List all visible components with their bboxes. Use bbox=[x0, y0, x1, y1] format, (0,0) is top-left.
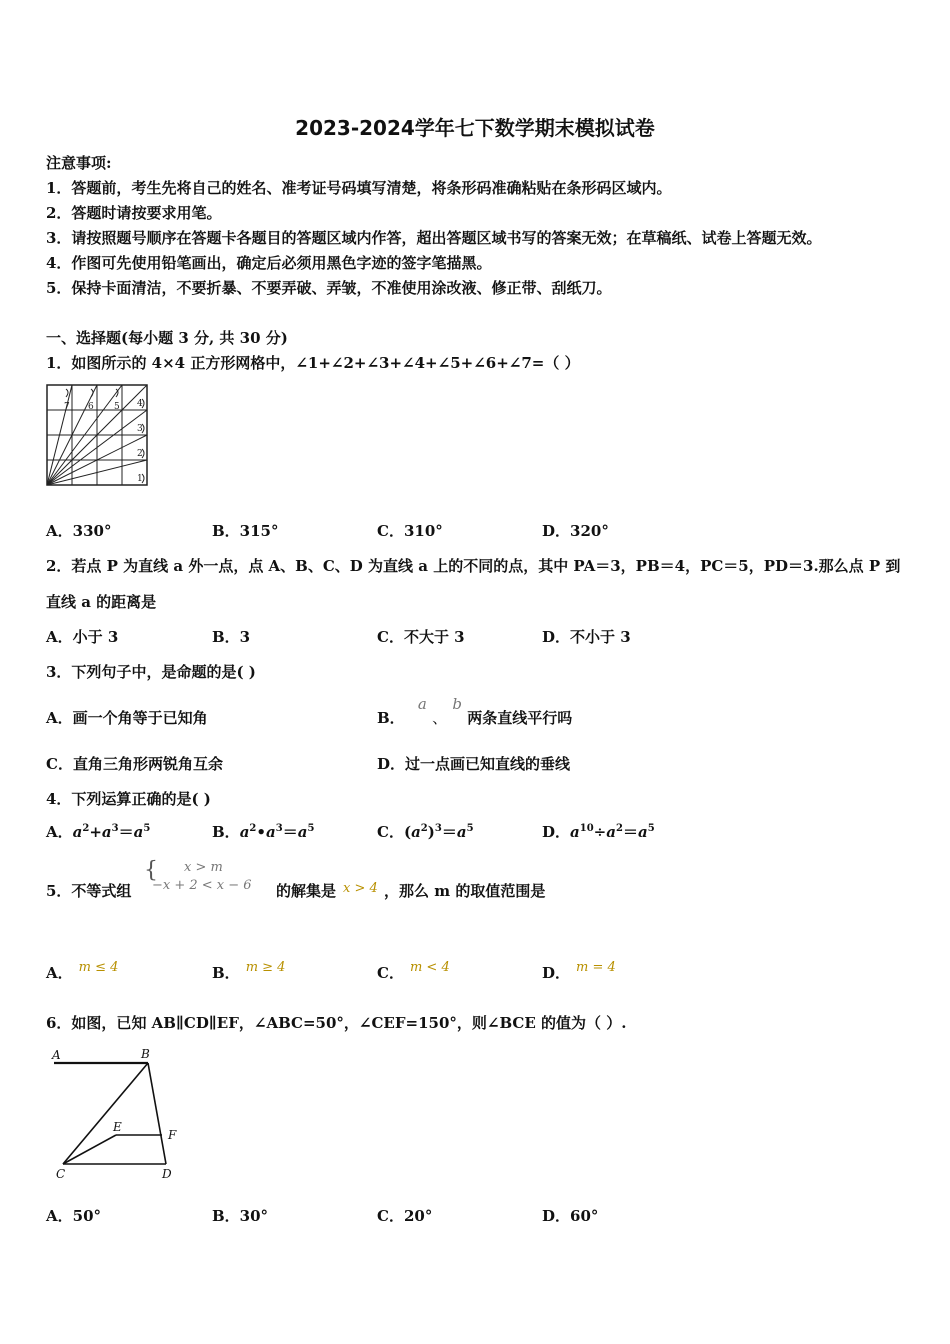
question-5-prefix: 5．不等式组 bbox=[46, 882, 132, 900]
notice-item-3: 3．请按照题号顺序在答题卡各题目的答题区域内作答，超出答题区域书写的答案无效；在草稿纸、试卷上答题无效。 bbox=[46, 229, 822, 247]
q6-option-d[interactable]: D．60° bbox=[542, 1207, 599, 1225]
q3-var-b: b bbox=[452, 695, 462, 713]
angle-label-1: 1 bbox=[137, 474, 143, 484]
q5-option-b[interactable] bbox=[212, 962, 285, 983]
point-b-label: B bbox=[141, 1047, 150, 1061]
q3-option-d[interactable]: D．过一点画已知直线的垂线 bbox=[377, 755, 571, 773]
notice-item-1: 1．答题前，考生先将自己的姓名、准考证号码填写清楚，将条形码准确粘贴在条形码区域内。 bbox=[46, 179, 672, 197]
q4-option-a[interactable]: A．$a^2+a^3=a^5$ bbox=[46, 823, 151, 841]
q1-option-d[interactable]: D．320° bbox=[542, 522, 609, 540]
q6-option-a[interactable]: A．50° bbox=[46, 1207, 102, 1225]
q5-option-d[interactable] bbox=[542, 962, 616, 983]
q2-option-c[interactable]: C．不大于 3 bbox=[377, 628, 465, 646]
q5-c-label: C． bbox=[377, 964, 404, 982]
q5-c-expr: m < 4 bbox=[409, 960, 450, 975]
q6-option-c[interactable]: C．20° bbox=[377, 1207, 433, 1225]
angle-label-6: 6 bbox=[88, 402, 94, 412]
system-brace: { bbox=[144, 858, 158, 883]
q4-a-label: A． bbox=[46, 823, 73, 841]
page-title: 2023-2024学年七下数学期末模拟试卷 bbox=[295, 116, 655, 140]
question-2: 2．若点 P 为直线 a 外一点，点 A、B、C、D 为直线 a 上的不同的点，其中 PA＝3，PB＝4，PC＝5，PD＝3.那么点 P 到 bbox=[46, 557, 901, 575]
q1-option-b[interactable]: B．315° bbox=[212, 522, 279, 540]
q4-option-d[interactable]: D．$a^{10}\div a^2=a^5$ bbox=[542, 823, 655, 841]
parallel-lines-figure bbox=[44, 1042, 194, 1187]
question-5-suffix: ，那么 m 的取值范围是 bbox=[384, 882, 546, 900]
q3-option-b-text: 两条直线平行吗 bbox=[467, 709, 573, 727]
point-e-label: E bbox=[113, 1120, 122, 1134]
point-f-label: F bbox=[168, 1128, 177, 1142]
notice-item-4: 4．作图可先使用铅笔画出，确定后必须用黑色字迹的签字笔描黑。 bbox=[46, 254, 492, 272]
q4-b-label: B． bbox=[212, 823, 240, 841]
q3-option-a[interactable]: A．画一个角等于已知角 bbox=[46, 709, 208, 727]
notice-heading: 注意事项: bbox=[46, 154, 112, 172]
q3-var-a: a bbox=[417, 695, 427, 713]
question-5-mid: 的解集是 bbox=[276, 882, 337, 900]
q4-option-b[interactable]: B．$a^2•a^3=a^5$ bbox=[212, 823, 315, 841]
angle-label-5: 5 bbox=[114, 402, 120, 412]
question-4: 4．下列运算正确的是( ) bbox=[46, 790, 211, 808]
point-c-label: C bbox=[56, 1167, 66, 1181]
point-a-label: A bbox=[52, 1048, 61, 1062]
system-line-1: x > m bbox=[184, 860, 223, 875]
q1-option-a[interactable]: A．330° bbox=[46, 522, 112, 540]
q5-option-c[interactable] bbox=[377, 962, 450, 983]
angle-label-4: 4 bbox=[137, 399, 143, 409]
system-line-2: −x + 2 < x − 6 bbox=[152, 878, 252, 893]
q2-option-a[interactable]: A．小于 3 bbox=[46, 628, 119, 646]
q2-option-b[interactable]: B．3 bbox=[212, 628, 251, 646]
notice-item-2: 2．答题时请按要求用笔。 bbox=[46, 204, 222, 222]
question-6: 6．如图，已知 AB∥CD∥EF，∠ABC=50°，∠CEF=150°，则∠BCE 的值为（ ）. bbox=[46, 1014, 627, 1032]
q3-option-c[interactable]: C．直角三角形两锐角互余 bbox=[46, 755, 223, 773]
q6-option-b[interactable]: B．30° bbox=[212, 1207, 269, 1225]
q5-a-label: A． bbox=[46, 964, 73, 982]
q4-option-c[interactable]: C．$(a^2)^3=a^5$ bbox=[377, 823, 474, 841]
q5-b-label: B． bbox=[212, 964, 240, 982]
angle-label-7: 7 bbox=[64, 402, 70, 412]
q1-option-c[interactable]: C．310° bbox=[377, 522, 443, 540]
question-3: 3．下列句子中，是命题的是( ) bbox=[46, 663, 256, 681]
point-d-label: D bbox=[162, 1167, 172, 1181]
q4-d-label: D． bbox=[542, 823, 571, 841]
solution-expr: x > 4 bbox=[343, 881, 378, 896]
q5-option-a[interactable] bbox=[46, 962, 118, 983]
q3-sep: 、 bbox=[432, 709, 448, 727]
grid-angle-figure bbox=[44, 382, 152, 488]
question-1: 1．如图所示的 4×4 正方形网格中，∠1+∠2+∠3+∠4+∠5+∠6+∠7=（ ） bbox=[46, 354, 580, 372]
q3-option-b-label: B． bbox=[377, 709, 405, 727]
angle-label-2: 2 bbox=[137, 449, 143, 459]
q5-d-label: D． bbox=[542, 964, 571, 982]
question-2-cont: 直线 a 的距离是 bbox=[46, 593, 157, 611]
notice-item-5: 5．保持卡面清洁，不要折暴、不要弄破、弄皱，不准使用涂改液、修正带、刮纸刀。 bbox=[46, 279, 612, 297]
q5-a-expr: m ≤ 4 bbox=[78, 960, 119, 975]
q2-option-d[interactable]: D．不小于 3 bbox=[542, 628, 631, 646]
q3-option-b[interactable] bbox=[377, 695, 573, 728]
q4-c-label: C． bbox=[377, 823, 404, 841]
q5-d-expr: m = 4 bbox=[576, 960, 616, 975]
q5-b-expr: m ≥ 4 bbox=[245, 960, 286, 975]
section-heading: 一、选择题(每小题 3 分, 共 30 分) bbox=[46, 329, 288, 347]
angle-label-3: 3 bbox=[137, 424, 143, 434]
